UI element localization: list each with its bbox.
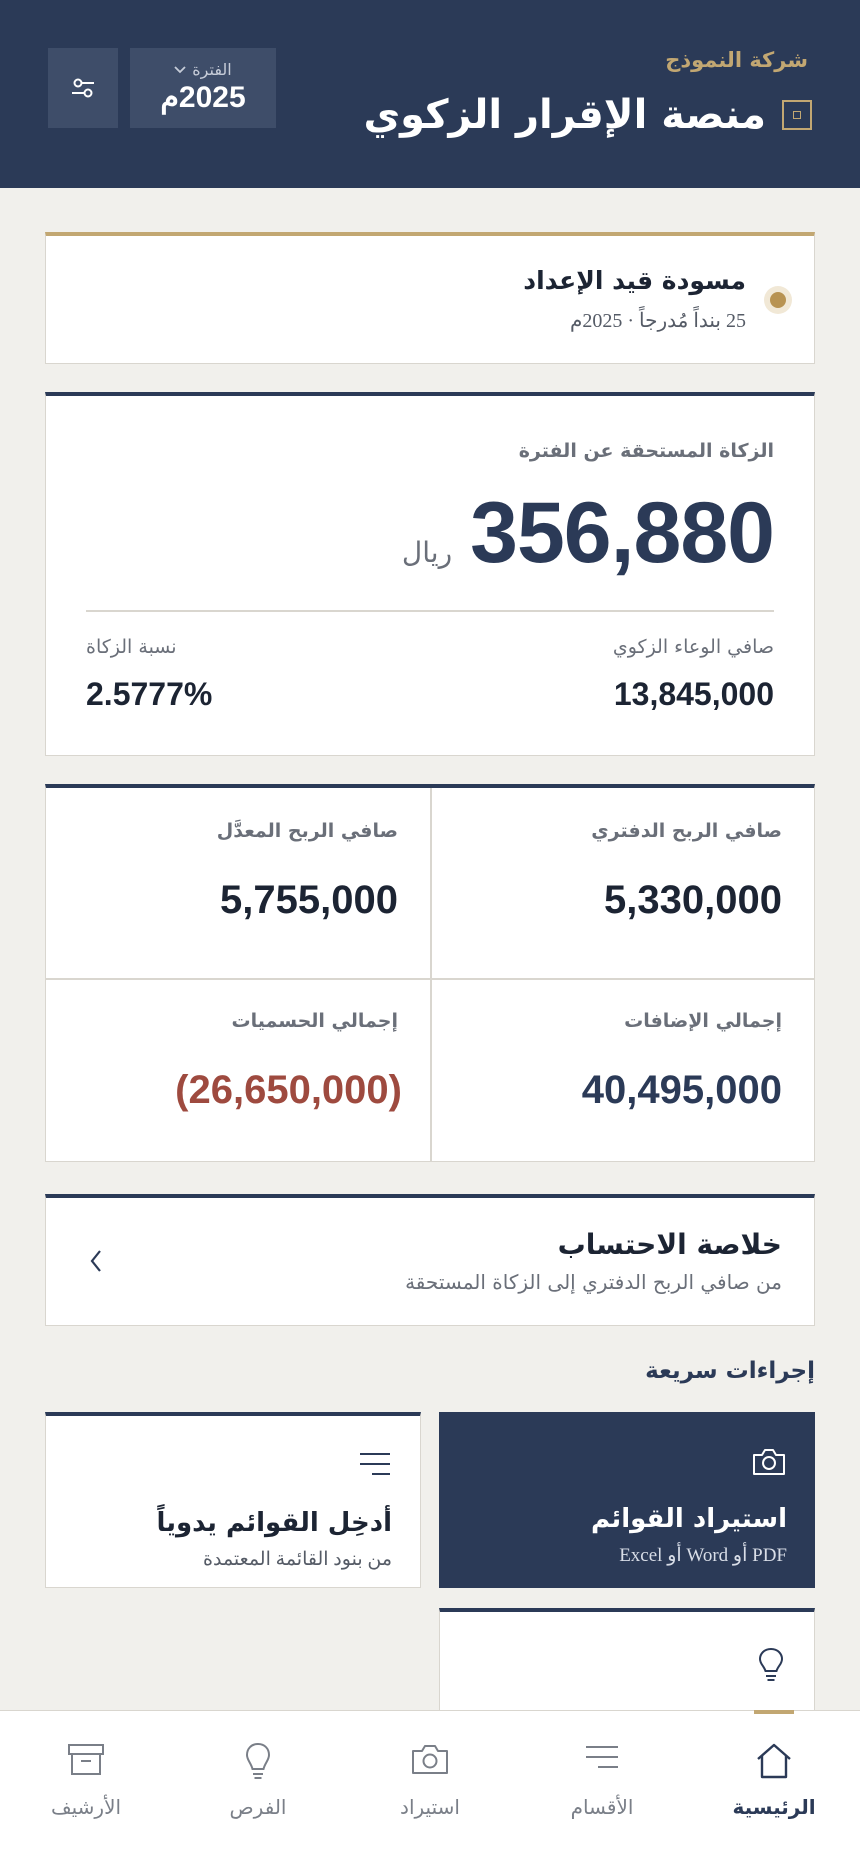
status-title: مسودة قيد الإعداد: [523, 266, 746, 295]
manual-entry-button[interactable]: [45, 1412, 421, 1588]
metric-label: صافي الربح المعدَّل: [216, 820, 398, 842]
lightbulb-icon: [242, 1741, 274, 1781]
metric-value: 5,330,000: [604, 878, 782, 922]
metric-total-deductions: [46, 978, 430, 1165]
chevron-down-icon: [174, 66, 186, 74]
chevron-left-icon: [88, 1248, 104, 1274]
title-row: [363, 92, 812, 138]
lines-icon: [584, 1741, 620, 1773]
lines-icon: [358, 1450, 392, 1478]
zakat-amount-row: [402, 484, 774, 583]
metric-value: 40,495,000: [581, 1068, 782, 1112]
metric-label: إجمالي الحسميات: [231, 1010, 398, 1032]
metric-label: صافي الربح الدفتري: [591, 820, 782, 842]
metric-value: 5,755,000: [220, 878, 398, 922]
nav-home[interactable]: [688, 1711, 860, 1864]
zakat-due-label: الزكاة المستحقة عن الفترة: [518, 440, 774, 462]
period-value: 2025م: [160, 81, 246, 114]
action-title: أدخِل القوائم يدوياً: [156, 1508, 392, 1538]
period-label-row: [130, 60, 276, 79]
action-subtitle: PDF أو Word أو Excel: [619, 1545, 787, 1566]
logo-icon: [782, 100, 812, 130]
period-selector[interactable]: [130, 48, 276, 128]
nav-import[interactable]: [344, 1711, 516, 1864]
zakat-rate-label: نسبة الزكاة: [86, 636, 177, 658]
nav-label: الرئيسية: [732, 1795, 816, 1819]
app-title: منصة الإقرار الزكوي: [363, 92, 766, 138]
metric-total-additions: [430, 978, 814, 1165]
zakat-rate-value: 2.5777%: [86, 676, 213, 712]
zakat-base-value: 13,845,000: [613, 676, 774, 712]
nav-sections[interactable]: [516, 1711, 688, 1864]
nav-label: الفرص: [229, 1795, 287, 1819]
action-subtitle: من بنود القائمة المعتمدة: [203, 1549, 392, 1570]
filter-button[interactable]: [48, 48, 118, 128]
metric-book-profit: [430, 788, 814, 975]
nav-label: الأرشيف: [50, 1795, 122, 1819]
lightbulb-icon: [756, 1646, 786, 1682]
zakat-base-label: صافي الوعاء الزكوي: [612, 636, 774, 658]
nav-label: الأقسام: [570, 1795, 634, 1819]
summary-subtitle: من صافي الربح الدفتري إلى الزكاة المستحقة: [405, 1270, 782, 1294]
calculation-summary-card[interactable]: [45, 1194, 815, 1326]
status-subtitle: 25 بنداً مُدرجاً · 2025م: [569, 310, 746, 332]
zakat-amount: 356,880: [470, 485, 774, 581]
metric-value: (26,650,000): [175, 1068, 402, 1112]
app-header: [0, 0, 860, 188]
nav-archive[interactable]: [0, 1711, 172, 1864]
nav-opportunities[interactable]: [172, 1711, 344, 1864]
metrics-grid: [45, 784, 815, 1162]
action-title: استيراد القوائم: [591, 1504, 787, 1534]
import-statements-button[interactable]: [439, 1412, 815, 1588]
status-dot-icon: [764, 286, 792, 314]
sliders-icon: [69, 74, 97, 102]
camera-icon: [410, 1741, 450, 1777]
metric-adjusted-profit: [46, 788, 430, 975]
company-name: شركة النموذج: [665, 48, 808, 72]
bottom-navigation: [0, 1710, 860, 1864]
home-icon: [754, 1741, 794, 1781]
divider: [86, 610, 774, 612]
currency-label: ريال: [401, 536, 453, 569]
camera-icon: [751, 1446, 787, 1478]
nav-label: استيراد: [400, 1795, 460, 1819]
quick-actions-title: إجراءات سريعة: [645, 1358, 815, 1384]
summary-title: خلاصة الاحتساب: [557, 1228, 782, 1261]
metric-label: إجمالي الإضافات: [624, 1010, 782, 1032]
zakat-due-card: [45, 392, 815, 756]
period-label: الفترة: [192, 60, 232, 79]
archive-icon: [67, 1741, 105, 1777]
draft-status-card[interactable]: [45, 232, 815, 364]
active-indicator: [754, 1710, 794, 1714]
